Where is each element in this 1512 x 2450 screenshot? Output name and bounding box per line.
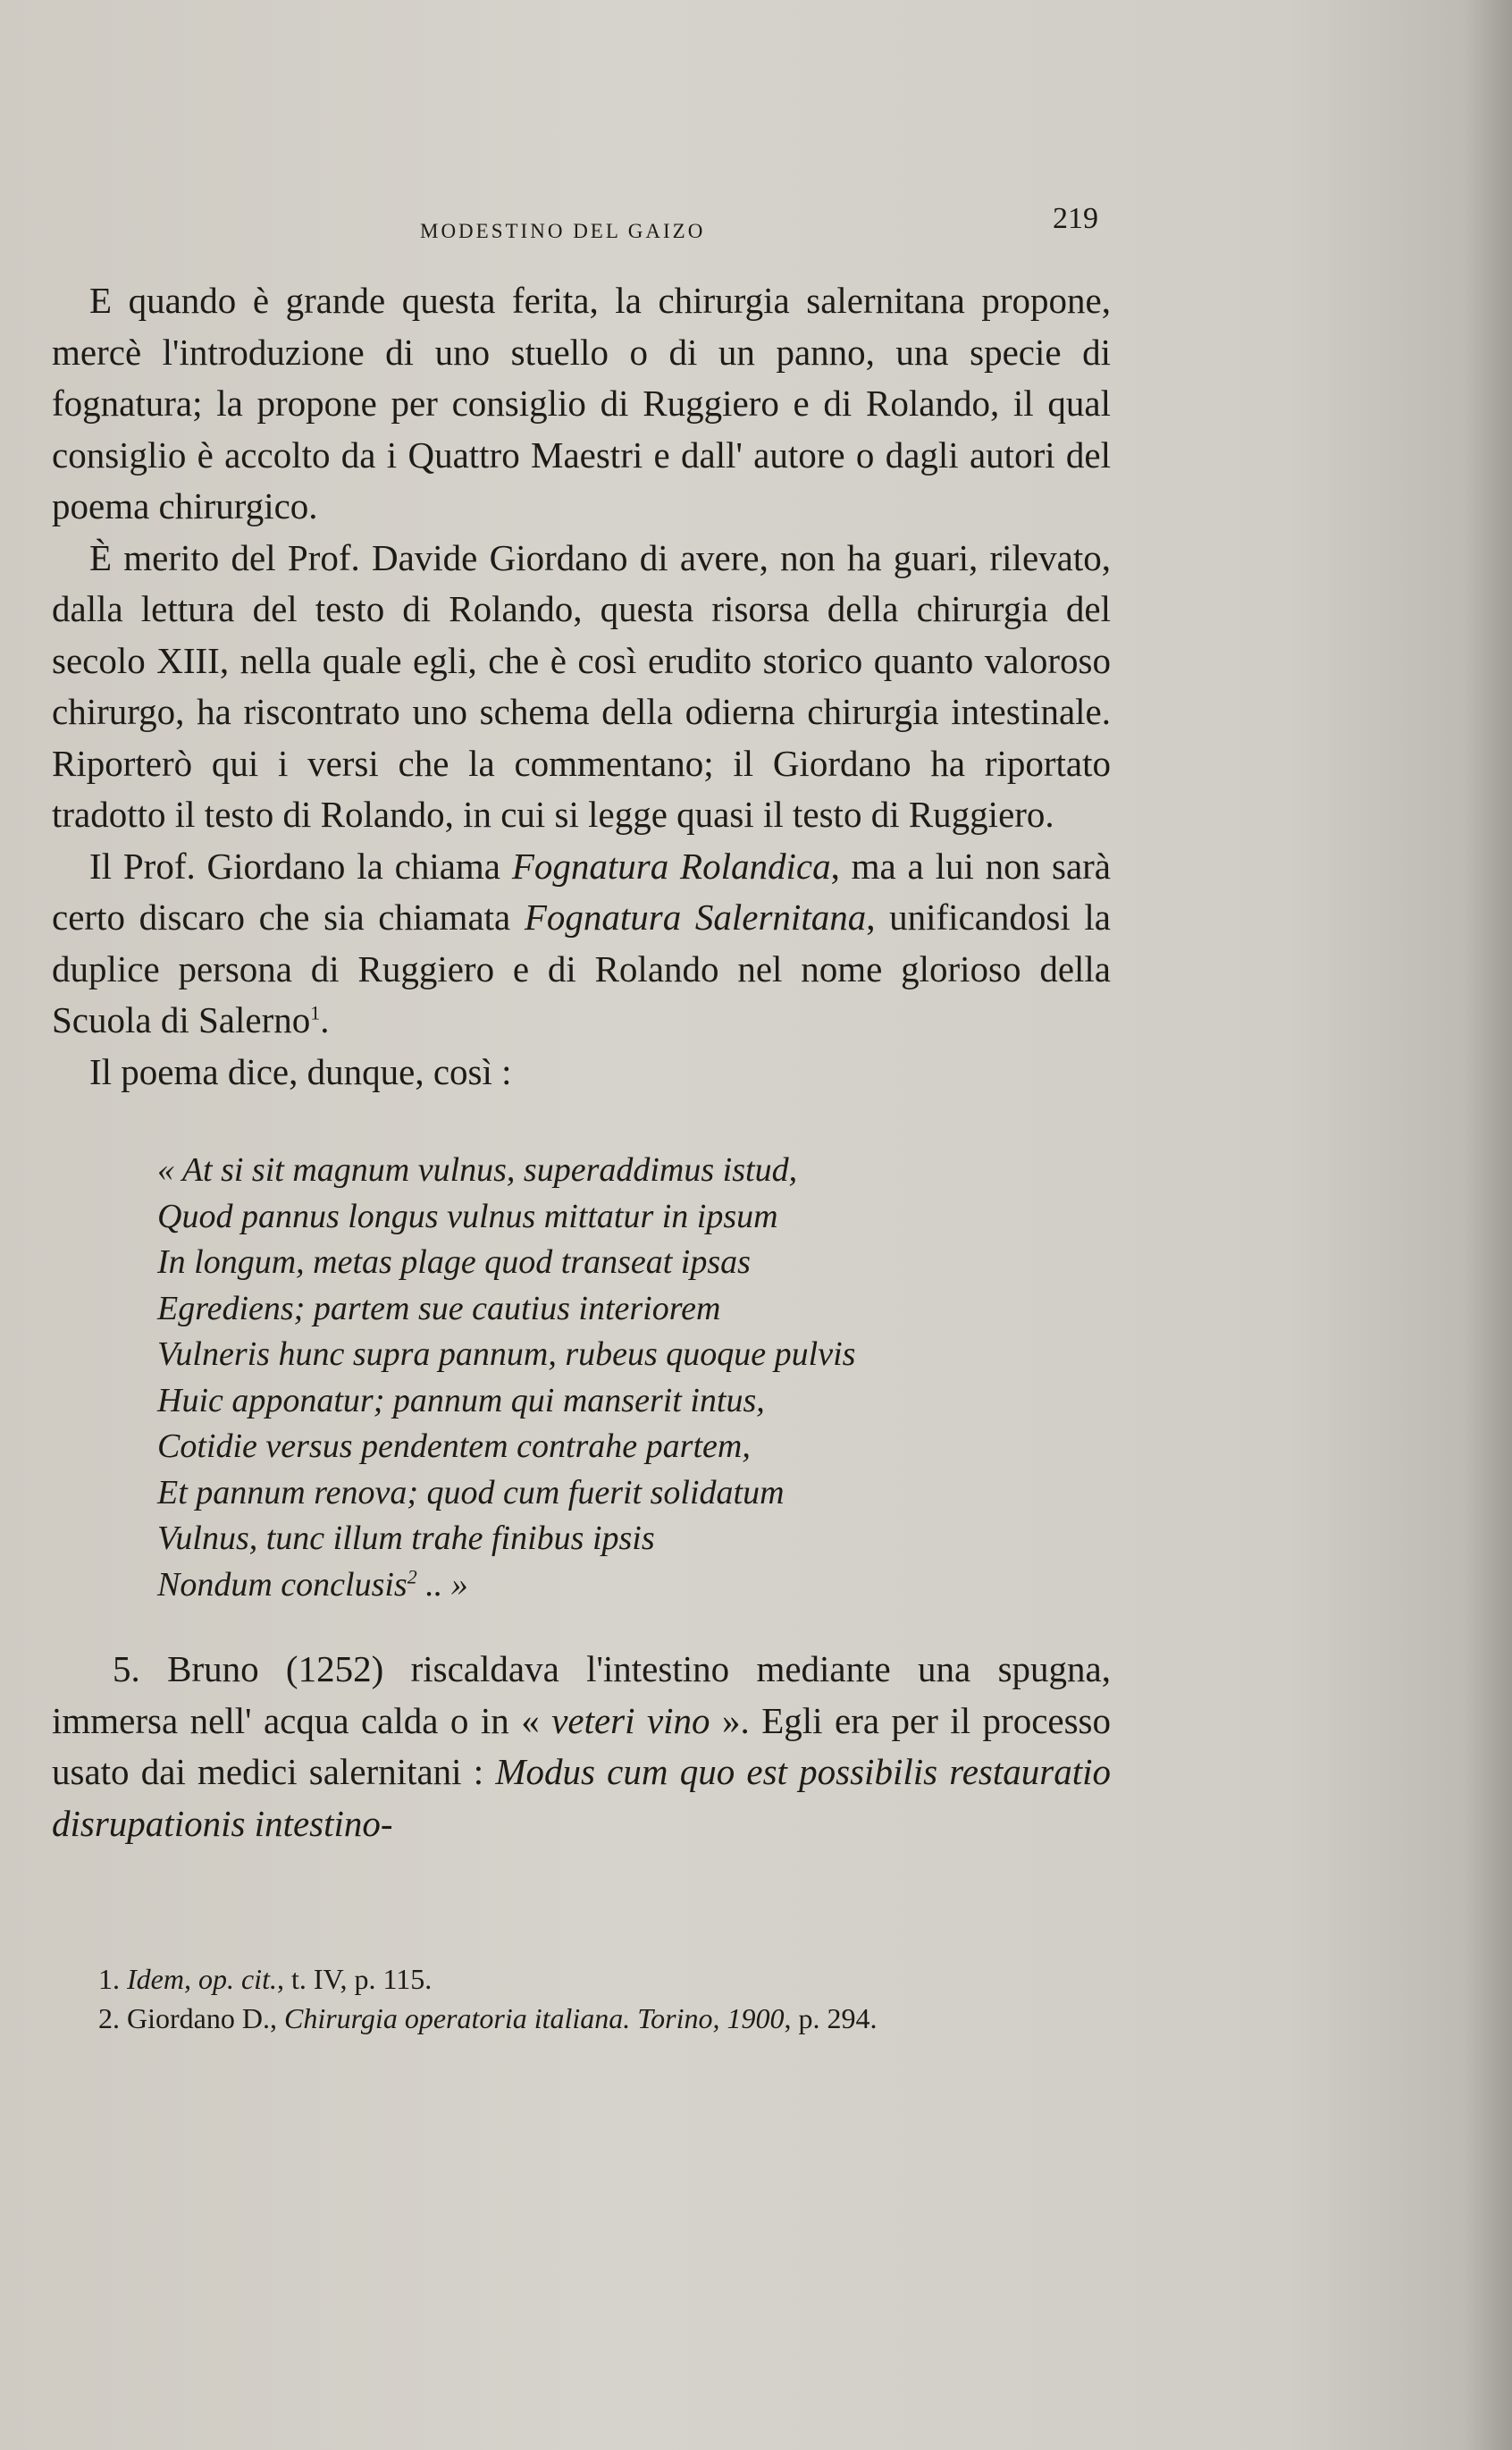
footnote-number: 1. <box>98 1963 120 1995</box>
footnote-ref-1: 1 <box>310 1001 321 1024</box>
verse-line: Huic apponatur; pannum qui manserit intus, <box>157 1381 765 1419</box>
italic-term: Fognatura Salernitana <box>524 897 867 938</box>
paragraph-2: È merito del Prof. Davide Giordano di avere, non ha guari, rilevato, dalla lettura del testo di Rolando, questa risorsa della chirurgia del secolo XIII, nella quale egli, che è così erudito storico quanto valoroso chirurgo, ha riscontrato uno schema della odierna chirurgia intestinale. Riporterò qui i versi che la commentano; il Giordano ha riportato tradotto il testo di Rolando, in cui si legge quasi il testo di Ruggiero. <box>52 536 1111 835</box>
footnote-text: Giordano D., <box>127 2002 284 2034</box>
paragraph-1: E quando è grande questa ferita, la chirurgia salernitana propone, mercè l'introduzione di uno stuello o di un panno, una specie di fognatura; la propone per consiglio di Ruggiero e di Rolando, il qual consiglio è accolto da i Quattro Maestri e dall' autore o dagli autori del poema chirurgico. <box>52 280 1111 526</box>
verse-line: « At si sit magnum vulnus, superaddimus istud, <box>157 1151 798 1189</box>
text-span: Nondum conclusis <box>157 1565 407 1604</box>
text-span: 5. Bruno (1252) riscaldava l'intestino mediante una spugna, immersa nell' acqua calda o in « <box>52 1648 1111 1741</box>
text-span: ». Egli era per il processo usato dai medici salernitani : <box>52 1699 1111 1792</box>
verse-line: Egrediens; partem sue cautius interiorem <box>157 1289 721 1327</box>
body-text <box>52 275 1111 1849</box>
verse-line: In longum, metas plage quod transeat ipsas <box>157 1243 751 1281</box>
footnote-2 <box>98 1999 1081 2038</box>
verse-line: Cotidie versus pendentem contrahe partem, <box>157 1427 751 1465</box>
footnote-ref-2: 2 <box>407 1564 417 1587</box>
verse-line-last <box>157 1562 1111 1609</box>
italic-term: Modus cum quo est possibilis restauratio disrupationis intestino- <box>52 1751 1111 1844</box>
verse-line: Vulnus, tunc illum trahe finibus ipsis <box>157 1520 655 1557</box>
text-span: . <box>320 999 330 1040</box>
verse-quote <box>157 1148 1111 1608</box>
text-span: .. » <box>416 1565 468 1604</box>
footnote-italic: Idem, op. cit. <box>127 1963 277 1995</box>
italic-term: Fognatura Rolandica <box>511 845 831 887</box>
running-head: MODESTINO DEL GAIZO <box>420 220 706 242</box>
footnote-text: , t. IV, p. 115. <box>276 1963 433 1995</box>
footnote-italic: Chirurgia operatoria italiana. Torino, 1900 <box>283 2002 785 2034</box>
footnote-number: 2. <box>98 2002 120 2034</box>
italic-term: veteri vino <box>551 1699 710 1741</box>
paragraph-section-5 <box>52 1644 1111 1849</box>
text-span: , ma a lui non sarà certo discaro che sia chiamata <box>52 845 1112 938</box>
footnote-text: , p. 294. <box>784 2002 878 2034</box>
verse-line: Vulneris hunc supra pannum, rubeus quoque pulvis <box>157 1335 856 1373</box>
paragraph-3 <box>52 841 1111 1047</box>
footnotes <box>98 1959 1081 2038</box>
verse-line: Quod pannus longus vulnus mittatur in ipsum <box>157 1197 778 1235</box>
page-number: 219 <box>1053 202 1098 235</box>
verse-line: Et pannum renova; quod cum fuerit solidatum <box>157 1473 785 1511</box>
footnote-1 <box>98 1959 1081 1999</box>
paragraph-4: Il poema dice, dunque, così : <box>89 1050 512 1092</box>
text-span: , unificandosi la duplice persona di Ruggiero e di Rolando nel nome glorioso della Scuola di Salerno <box>52 897 1111 1040</box>
text-span: Il Prof. Giordano la chiama <box>89 845 512 887</box>
